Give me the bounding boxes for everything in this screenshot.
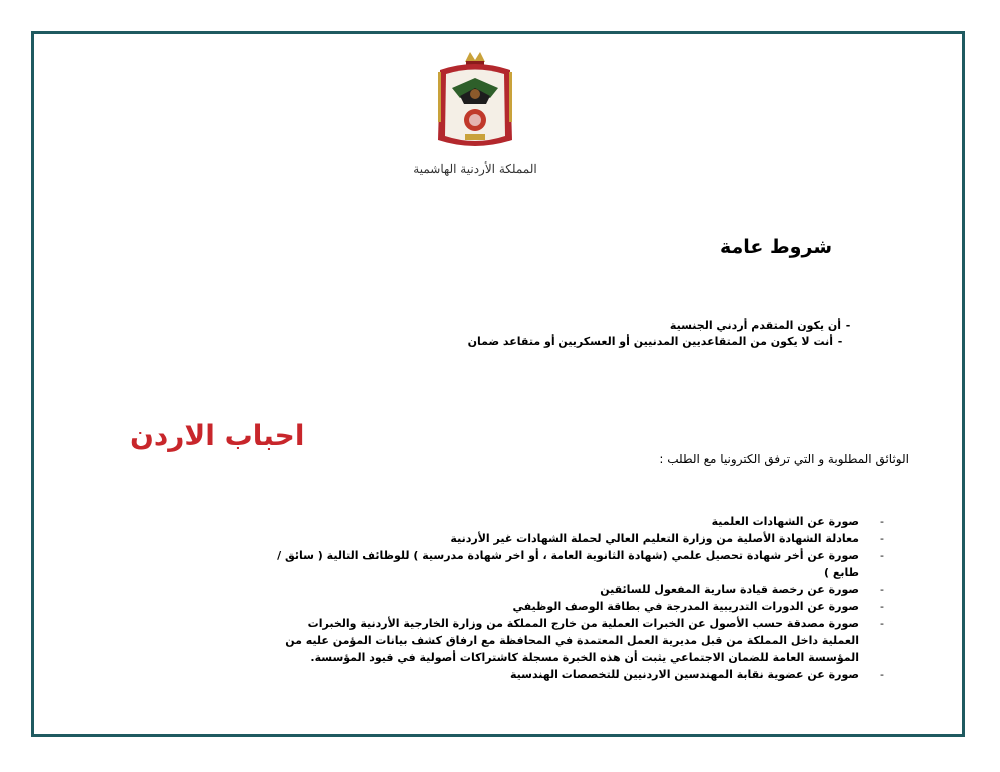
condition-item: -أن يكون المتقدم أردني الجنسية	[669, 319, 851, 332]
document-item: - صورة عن عضوية نقابة المهندسين الاردنيين للتخصصات الهندسية	[509, 668, 884, 681]
document-item: - معادلة الشهادة الأصلية من وزارة التعليم العالي لحملة الشهادات غير الأردنية	[450, 532, 884, 545]
document-item: - صورة عن أخر شهادة تحصيل علمي (شهادة الثانوية العامة ، أو اخر شهادة مدرسية ) للوظائف التالية ( سائق /طابع )	[277, 549, 884, 579]
condition-item: -أنت لا يكون من المتقاعديين المدنيين أو العسكريين أو متقاعد ضمان	[467, 335, 843, 348]
coat-of-arms-emblem	[430, 48, 520, 158]
documents-intro: الوثائق المطلوبة و التي ترفق الكترونيا مع الطلب :	[659, 452, 909, 466]
document-item: - صورة عن رخصة قيادة سارية المفعول للسائقين	[600, 583, 884, 596]
document-item: - صورة عن الشهادات العلمية	[711, 515, 884, 528]
required-documents-list	[267, 513, 887, 683]
emblem-caption: المملكة الأردنية الهاشمية	[413, 162, 537, 176]
document-item: - صورة مصدقة حسب الأصول عن الخبرات العملية من خارج المملكة من وزارة الخارجية الأردنية والخبرات العملية داخل المملكة من قبل مديرية العمل المعتمدة في المحافظة مع ارفاق كشف بيانات المؤمن عليه من المؤسسة العامة للضمان الاجتماعي يثبت أن هذه الخبرة مسجلة كاشتراكات أصولية في قيود المؤسسة.	[285, 617, 884, 664]
watermark-text: احباب الاردن	[130, 419, 305, 452]
document-item: - صورة عن الدورات التدريبية المدرجة في بطاقة الوصف الوظيفي	[512, 600, 884, 613]
general-conditions-list	[468, 318, 855, 350]
page-title: شروط عامة	[719, 236, 832, 258]
